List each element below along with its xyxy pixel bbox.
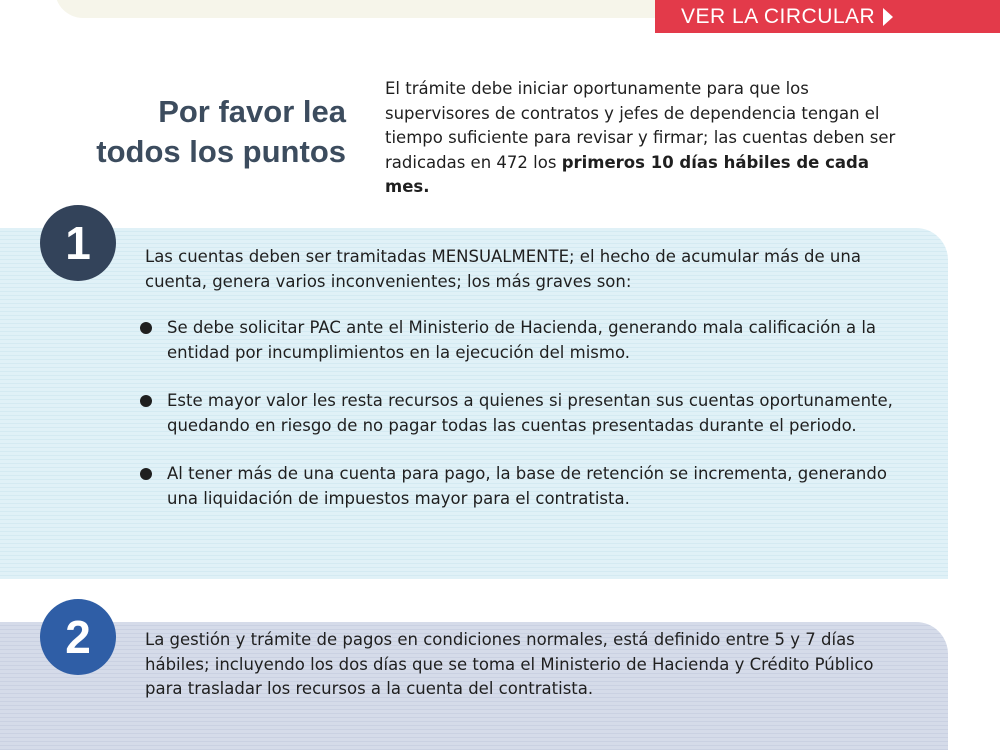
view-circular-button[interactable] — [655, 0, 1000, 33]
play-arrow-icon — [883, 8, 893, 26]
point-2-text: La gestión y trámite de pagos en condiciones normales, está definido entre 5 y 7 días hábiles; incluyendo los dos días que se toma el Ministerio de Hacienda y Crédito Público para trasladar los recursos a la cuenta del contratista. — [145, 630, 874, 698]
bullet-text: Este mayor valor les resta recursos a quienes si presentan sus cuentas oportunamente, quedando en riesgo de no pagar todas las cuentas presentadas durante el periodo. — [167, 391, 893, 435]
point-1-number-badge: 1 — [40, 205, 116, 281]
bullet-dot-icon — [140, 395, 152, 407]
point-1-text: Las cuentas deben ser tramitadas MENSUALMENTE; el hecho de acumular más de una cuenta, genera varios inconvenientes; los más graves son: — [145, 247, 861, 291]
bullet-item — [140, 316, 900, 365]
bullet-dot-icon — [140, 468, 152, 480]
bullet-dot-icon — [140, 322, 152, 334]
point-2-number-badge: 2 — [40, 599, 116, 675]
intro-text: El trámite debe iniciar oportunamente para que los supervisores de contratos y jefes de dependencia tengan el tiempo suficiente para revisar y firmar; las cuentas deben ser radicadas en 472 los — [385, 79, 896, 172]
point-1-bullet-list — [140, 316, 900, 535]
heading-line-1: Por favor lea — [158, 94, 346, 129]
view-circular-label: VER LA CIRCULAR — [681, 4, 876, 28]
bullet-item — [140, 462, 900, 511]
intro-bold-text: primeros 10 días hábiles de cada mes. — [385, 152, 869, 196]
bullet-text: Se debe solicitar PAC ante el Ministerio de Hacienda, generando mala calificación a la entidad por incumplimientos en la ejecución del mismo. — [167, 318, 877, 362]
top-banner — [55, 0, 695, 18]
bullet-text: Al tener más de una cuenta para pago, la base de retención se incrementa, generando una liquidación de impuestos mayor para el contratista. — [167, 464, 887, 508]
intro-paragraph — [385, 77, 905, 200]
bullet-item — [140, 389, 900, 438]
page-heading — [26, 92, 346, 172]
heading-line-2: todos los puntos — [96, 134, 346, 169]
